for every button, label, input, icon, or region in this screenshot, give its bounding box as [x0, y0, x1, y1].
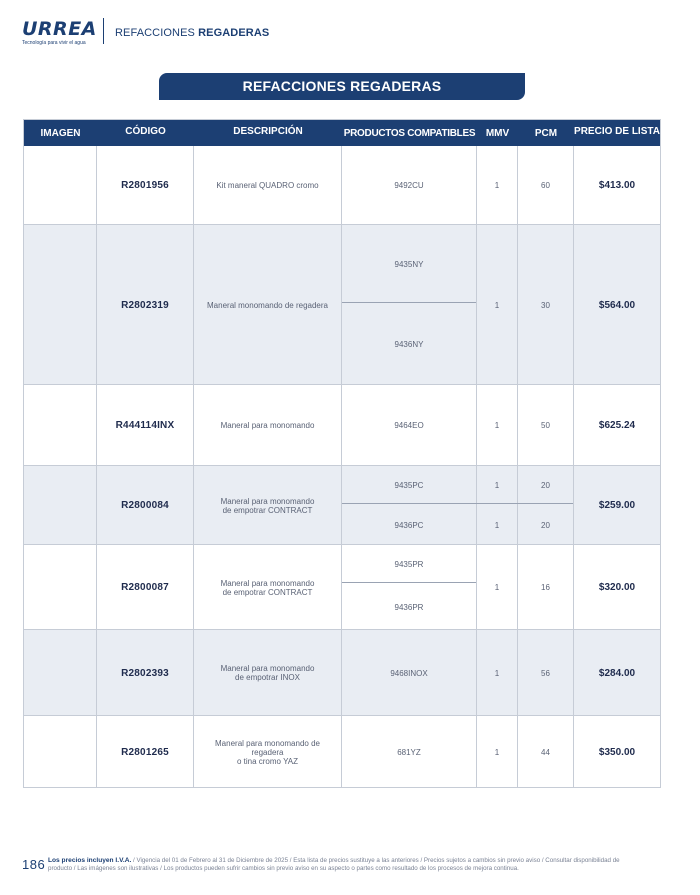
col-header-codigo: CÓDIGO: [125, 126, 166, 137]
col-header-productos: PRODUCTOS COMPATIBLES: [343, 128, 476, 139]
footnote: [48, 857, 638, 873]
mmv-value: 1: [494, 480, 500, 490]
product-code: R2800087: [121, 582, 169, 593]
mmv-value: 1: [494, 583, 500, 592]
compatible-product: 9464EO: [394, 421, 424, 430]
col-header-descripcion: DESCRIPCIÓN: [233, 126, 303, 137]
list-price: $413.00: [598, 180, 636, 191]
section-title-light: REFACCIONES: [115, 27, 195, 39]
list-price: $350.00: [598, 746, 636, 758]
list-price: $564.00: [598, 299, 636, 311]
description-line: Maneral para monomando: [220, 496, 315, 506]
pcm-value: 44: [541, 747, 550, 757]
compatible-product: 9436PR: [394, 602, 424, 612]
list-price: $320.00: [598, 582, 636, 593]
pcm-value: 56: [541, 668, 550, 678]
price-table: [23, 119, 661, 788]
mmv-value: 1: [494, 300, 500, 310]
list-price: $625.24: [598, 420, 636, 431]
col-header-pcm: PCM: [534, 128, 558, 139]
cell-divider: [342, 503, 573, 504]
mmv-value: 1: [494, 668, 500, 678]
col-header-imagen: IMAGEN: [40, 128, 81, 139]
compatible-product: 9435PR: [394, 559, 424, 569]
compatible-product: 681YZ: [397, 747, 421, 757]
mmv-value: 1: [494, 747, 500, 757]
compatible-product: 9436NY: [394, 340, 424, 349]
description-line: de empotrar CONTRACT: [222, 505, 313, 515]
compatible-product: 9435PC: [394, 480, 424, 490]
mmv-value: 1: [494, 421, 500, 430]
compatible-product: 9436PC: [394, 520, 424, 530]
product-description: Maneral para monomando: [220, 421, 315, 430]
description-line: Maneral para monomando: [220, 578, 315, 588]
logo-tagline: Tecnología para vivir el agua: [22, 40, 86, 46]
header-divider: [103, 18, 104, 44]
pcm-value: 20: [541, 520, 550, 530]
product-description: Maneral monomando de regadera: [207, 300, 328, 310]
section-title: [115, 27, 269, 39]
page-header: [22, 18, 270, 46]
footnote-bold: Los precios incluyen I.V.A.: [48, 857, 132, 864]
compatible-product: 9435NY: [394, 260, 424, 269]
footnote-text: / Vigencia del 01 de Febrero al 31 de Diciembre de 2025 / Esta lista de precios sustituye a las anteriores / Precios sujetos a cambios sin previo aviso / Consultar disponibilidad de producto / Las imágenes son ilustrativas / Los productos pueden sufrir cambios sin previo aviso en su aspecto o partes como resultado de los procesos de mejora continua.: [48, 857, 620, 872]
description-line: de empotrar INOX: [235, 673, 300, 682]
compatible-product: 9492CU: [394, 181, 424, 190]
pcm-value: 16: [541, 583, 550, 592]
list-price: $284.00: [598, 667, 636, 679]
col-header-mmv: MMV: [485, 128, 510, 139]
urrea-logo: [22, 20, 96, 46]
product-code: R2800084: [121, 500, 169, 511]
product-code: R2801265: [121, 746, 169, 758]
title-banner: REFACCIONES REGADERAS: [159, 73, 525, 100]
product-code: R2802319: [121, 299, 169, 311]
cell-divider: [342, 582, 476, 583]
table-header: [24, 120, 660, 146]
product-description: [194, 630, 341, 716]
section-title-bold: REGADERAS: [198, 27, 270, 39]
description-line: de empotrar CONTRACT: [222, 587, 313, 597]
product-code: R2802393: [121, 667, 169, 679]
pcm-value: 20: [541, 480, 550, 490]
pcm-value: 50: [541, 421, 550, 430]
pcm-value: 60: [541, 181, 550, 190]
description-line: Maneral para monomando: [220, 664, 315, 673]
cell-divider: [342, 302, 476, 303]
product-description: [194, 466, 341, 545]
col-header-precio: PRECIO DE LISTA: [574, 126, 660, 137]
mmv-value: 1: [494, 181, 500, 190]
description-line: o tina cromo YAZ: [236, 756, 299, 766]
mmv-value: 1: [494, 520, 500, 530]
product-code: R444114INX: [115, 420, 175, 431]
logo-wordmark: URREA: [22, 18, 97, 40]
product-code: R2801956: [121, 180, 169, 191]
pcm-value: 30: [541, 300, 550, 310]
product-description: [194, 545, 341, 630]
compatible-product: 9468INOX: [390, 668, 428, 678]
list-price: $259.00: [598, 500, 636, 511]
description-line: Maneral para monomando de regadera: [215, 738, 320, 757]
product-description: Kit maneral QUADRO cromo: [216, 181, 319, 190]
page-number: 186: [22, 857, 46, 872]
product-description: [194, 716, 341, 788]
